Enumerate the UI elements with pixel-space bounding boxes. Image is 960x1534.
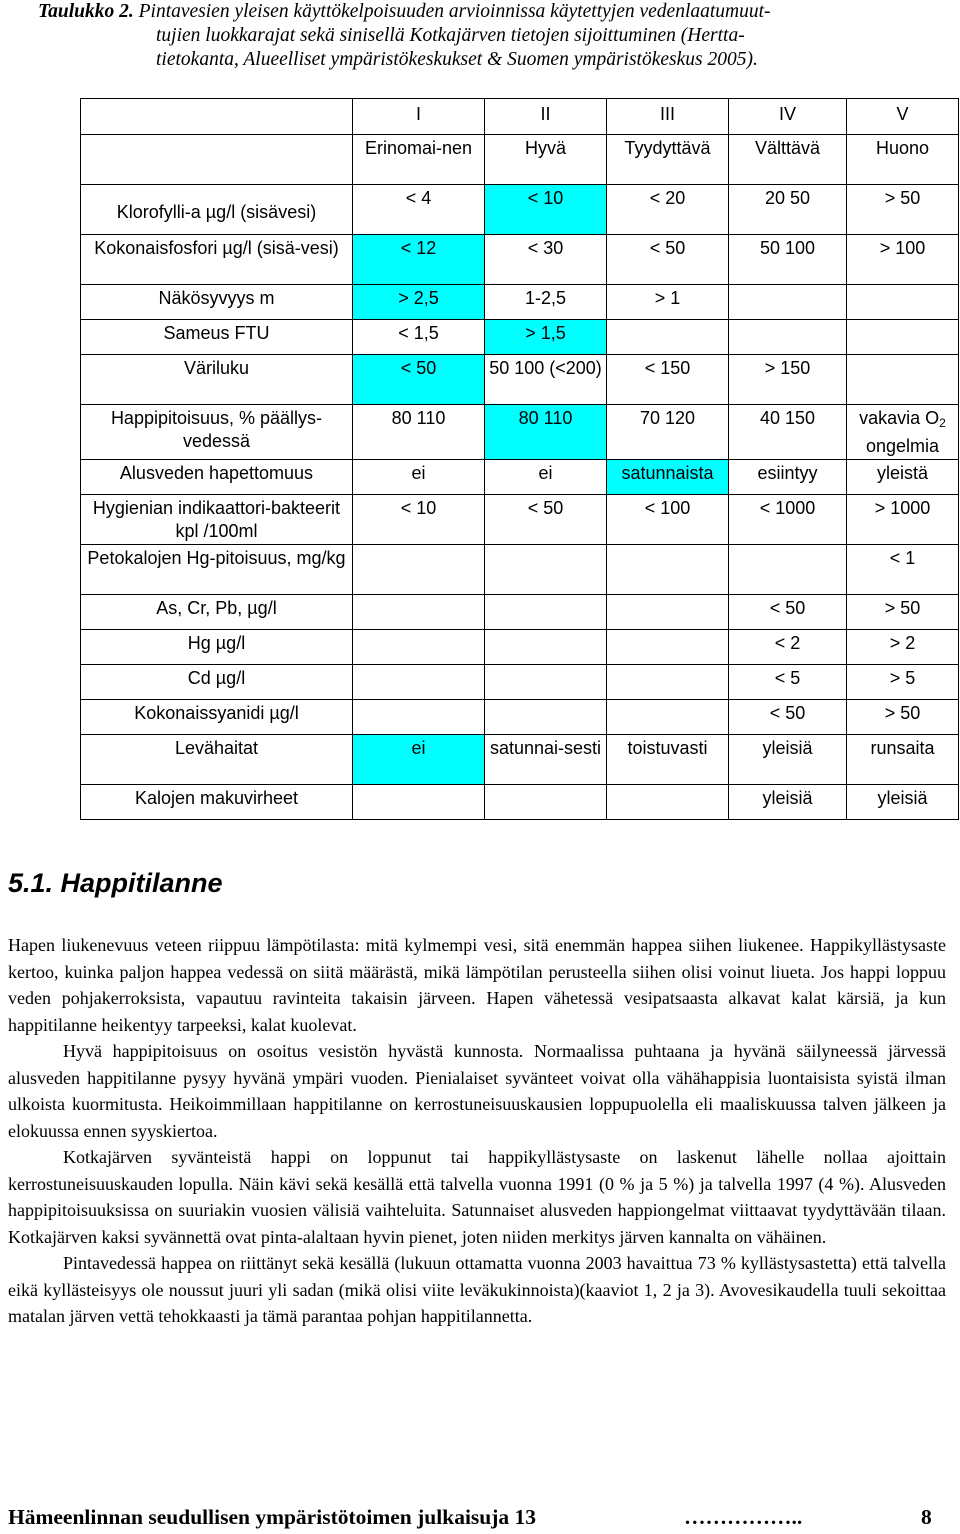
table-cell: 70 120 [607,405,729,460]
table-cell: 40 150 [729,405,847,460]
table-cell: < 5 [729,665,847,700]
table-row [81,495,959,545]
row-label: Happipitoisuus, % päällys-vedessä [81,405,353,460]
table-cell-highlighted: 80 110 [485,405,607,460]
row-label: Levähaitat [81,735,353,785]
table-cell [607,665,729,700]
roman-1: I [353,99,485,135]
table-cell: < 150 [607,355,729,405]
table-cell [485,545,607,595]
table-cell: yleisiä [729,735,847,785]
table-row [81,405,959,460]
oxygen-problem-text-2: ongelmia [865,436,940,456]
table-cell [353,700,485,735]
table-cell: ei [353,460,485,495]
table-cell: > 50 [847,595,959,630]
row-label: Cd µg/l [81,665,353,700]
table-cell: esiintyy [729,460,847,495]
table-cell [607,630,729,665]
table-cell: > 1 [607,285,729,320]
table-cell [607,595,729,630]
row-label: Kokonaissyanidi µg/l [81,700,353,735]
section-title: 5.1. Happitilanne [8,868,223,898]
table-cell: < 1000 [729,495,847,545]
class-2: Hyvä [485,135,607,185]
table-cell [729,320,847,355]
row-label-text: Klorofylli-a µg/l (sisävesi) [116,202,317,222]
table-cell [847,405,959,460]
oxygen-problem-text: vakavia O [859,408,940,428]
table-cell: yleisiä [847,785,959,820]
table-row [81,185,959,235]
table-cell: < 100 [607,495,729,545]
class-5: Huono [847,135,959,185]
body-text [8,932,946,1330]
row-label: Petokalojen Hg-pitoisuus, mg/kg [81,545,353,595]
page-number: 8 [921,1505,932,1529]
row-label: Kalojen makuvirheet [81,785,353,820]
table-cell: satunnai-sesti [485,735,607,785]
table-row [81,355,959,405]
table-cell [607,545,729,595]
table-cell: 50 100 (<200) [485,355,607,405]
row-label: Hygienian indikaattori-bakteerit kpl /100ml [81,495,353,545]
table-row [81,785,959,820]
row-label: Alusveden hapettomuus [81,460,353,495]
table-cell: yleistä [847,460,959,495]
paragraph-3: Kotkajärven syvänteistä happi on loppunut tai happikyllästysaste on laskenut lähelle nollaa ajoittain kerrostuneisuuskauden lopulla. Näin kävi sekä kesällä että talvella vuonna 1991 (0 % ja 5 %) ja talvella 1997 (4 %). Alusveden happipitoisuuksissa on suuriakin vuosien välisiä vaihteluita. Satunnaiset alusveden happiongelmat viittaavat tyydyttävään tilaan. Kotkajärven kaksi syvännettä ovat pinta-alaltaan hyvin pienet, joten niiden merkitys järven kannalta on vähäinen. [8,1147,946,1247]
table-cell: > 2 [847,630,959,665]
table-cell [607,700,729,735]
table-row [81,595,959,630]
paragraph-1: Hapen liukenevuus veteen riippuu lämpötilasta: mitä kylmempi vesi, sitä enemmän happea siihen liukenee. Happikyllästysaste kertoo, kuinka paljon happea vedessä on siitä määrästä, mikä lämpötilan perusteella siihen olisi voinut liueta. Jos happi loppuu veden pohjakerroksista, vapautuu ravinteita takaisin järveen. Hapen vähetessä vesipatsaasta alkavat kalat kärsiä, ja kun happitilanne heikentyy tarpeeksi, kalat kuolevat. [8,935,946,1035]
table-cell: > 50 [847,700,959,735]
footer-publication: Hämeenlinnan seudullisen ympäristötoimen julkaisuja 13 [8,1505,537,1529]
table-cell [353,545,485,595]
table-cell [729,285,847,320]
table-cell: ei [485,460,607,495]
roman-4: IV [729,99,847,135]
table-row [81,285,959,320]
table-cell [607,320,729,355]
class-header-row [81,135,959,185]
table-row [81,665,959,700]
header-blank-cell [81,99,353,135]
table-cell [353,630,485,665]
table-cell: 20 50 [729,185,847,235]
caption-line-3: tietokanta, Alueelliset ympäristökeskukset & Suomen ympäristökeskus 2005). [156,49,758,70]
table-cell [729,545,847,595]
table-cell: < 30 [485,235,607,285]
table-row [81,545,959,595]
table-cell [485,665,607,700]
paragraph-4: Pintavedessä happea on riittänyt sekä kesällä (lukuun ottamatta vuonna 2003 havaittua 73 % kyllästysastetta) että talvella eikä kyllästeisyys ole noussut juuri yli sadan (mikä olisi viite leväkukinnoista)(kaaviot 1, 2 ja 3). Avovesikaudella tuuli sekoittaa matalan järven vettä tehokkaasti ja tämä parantaa pohjan happitilannetta. [8,1253,946,1326]
table-row [81,700,959,735]
caption-line-2: tujien luokkarajat sekä sinisellä Kotkajärven tietojen sijoittuminen (Hertta- [156,25,745,46]
table-cell [847,320,959,355]
table-cell-highlighted: > 1,5 [485,320,607,355]
table-cell-highlighted: < 12 [353,235,485,285]
table-row [81,320,959,355]
roman-3: III [607,99,729,135]
caption-lead: Taulukko 2. [38,1,134,22]
table-row [81,630,959,665]
table-cell-highlighted: satunnaista [607,460,729,495]
table-cell [485,785,607,820]
table-cell-highlighted: > 2,5 [353,285,485,320]
table-cell: < 50 [729,595,847,630]
row-label: Sameus FTU [81,320,353,355]
table-cell: 80 110 [353,405,485,460]
class-3: Tyydyttävä [607,135,729,185]
table-cell-highlighted: < 10 [485,185,607,235]
caption-line-1: Pintavesien yleisen käyttökelpoisuuden arvioinnissa käytettyjen vedenlaatumuut- [138,1,771,22]
table-cell-highlighted: < 50 [353,355,485,405]
table-cell: < 50 [729,700,847,735]
table-cell: < 50 [607,235,729,285]
roman-header-row [81,99,959,135]
table-cell [353,595,485,630]
table-cell: > 50 [847,185,959,235]
table-cell: > 150 [729,355,847,405]
table-cell [607,785,729,820]
roman-2: II [485,99,607,135]
class-4: Välttävä [729,135,847,185]
table-cell [485,700,607,735]
table-cell: runsaita [847,735,959,785]
row-label: Hg µg/l [81,630,353,665]
table-cell: 1-2,5 [485,285,607,320]
table-cell [485,595,607,630]
table-cell: < 1 [847,545,959,595]
table-cell: 50 100 [729,235,847,285]
table-cell: > 1000 [847,495,959,545]
paragraph-2: Hyvä happipitoisuus on osoitus vesistön hyvästä kunnosta. Normaalissa puhtaana ja hyvänä säilyneessä järvessä alusveden happitilanne pysyy hyvänä ympäri vuoden. Pienialaiset syvänteet voivat olla vähähappisia luontaisista syistä ilman ulkoista kuormitusta. Heikoimmillaan happitilanne on kerrostuneisuuskausien loppupuolella eli maaliskuussa talven jälkeen ja elokuussa ennen syyskiertoa. [8,1041,946,1141]
oxygen-subscript: 2 [939,416,946,430]
row-label: Väriluku [81,355,353,405]
table-cell: < 50 [485,495,607,545]
row-label: Näkösyvyys m [81,285,353,320]
table-cell: < 20 [607,185,729,235]
class-blank-cell [81,135,353,185]
water-quality-table [80,98,959,820]
row-label: Kokonaisfosfori µg/l (sisä-vesi) [81,235,353,285]
table-row [81,235,959,285]
table-row [81,460,959,495]
table-cell: > 100 [847,235,959,285]
row-label [81,185,353,235]
table-cell [847,285,959,320]
table-cell [353,665,485,700]
table-caption [38,0,938,72]
table-row [81,735,959,785]
table-cell [353,785,485,820]
class-1: Erinomai-nen [353,135,485,185]
table-cell: < 1,5 [353,320,485,355]
table-cell: < 10 [353,495,485,545]
table-cell: < 2 [729,630,847,665]
roman-5: V [847,99,959,135]
row-label: As, Cr, Pb, µg/l [81,595,353,630]
table-cell: toistuvasti [607,735,729,785]
table-cell-highlighted: ei [353,735,485,785]
footer-dots: …………….. [684,1505,803,1529]
table-cell [485,630,607,665]
table-cell: > 5 [847,665,959,700]
table-cell: < 4 [353,185,485,235]
table-cell: yleisiä [729,785,847,820]
table-cell [847,355,959,405]
